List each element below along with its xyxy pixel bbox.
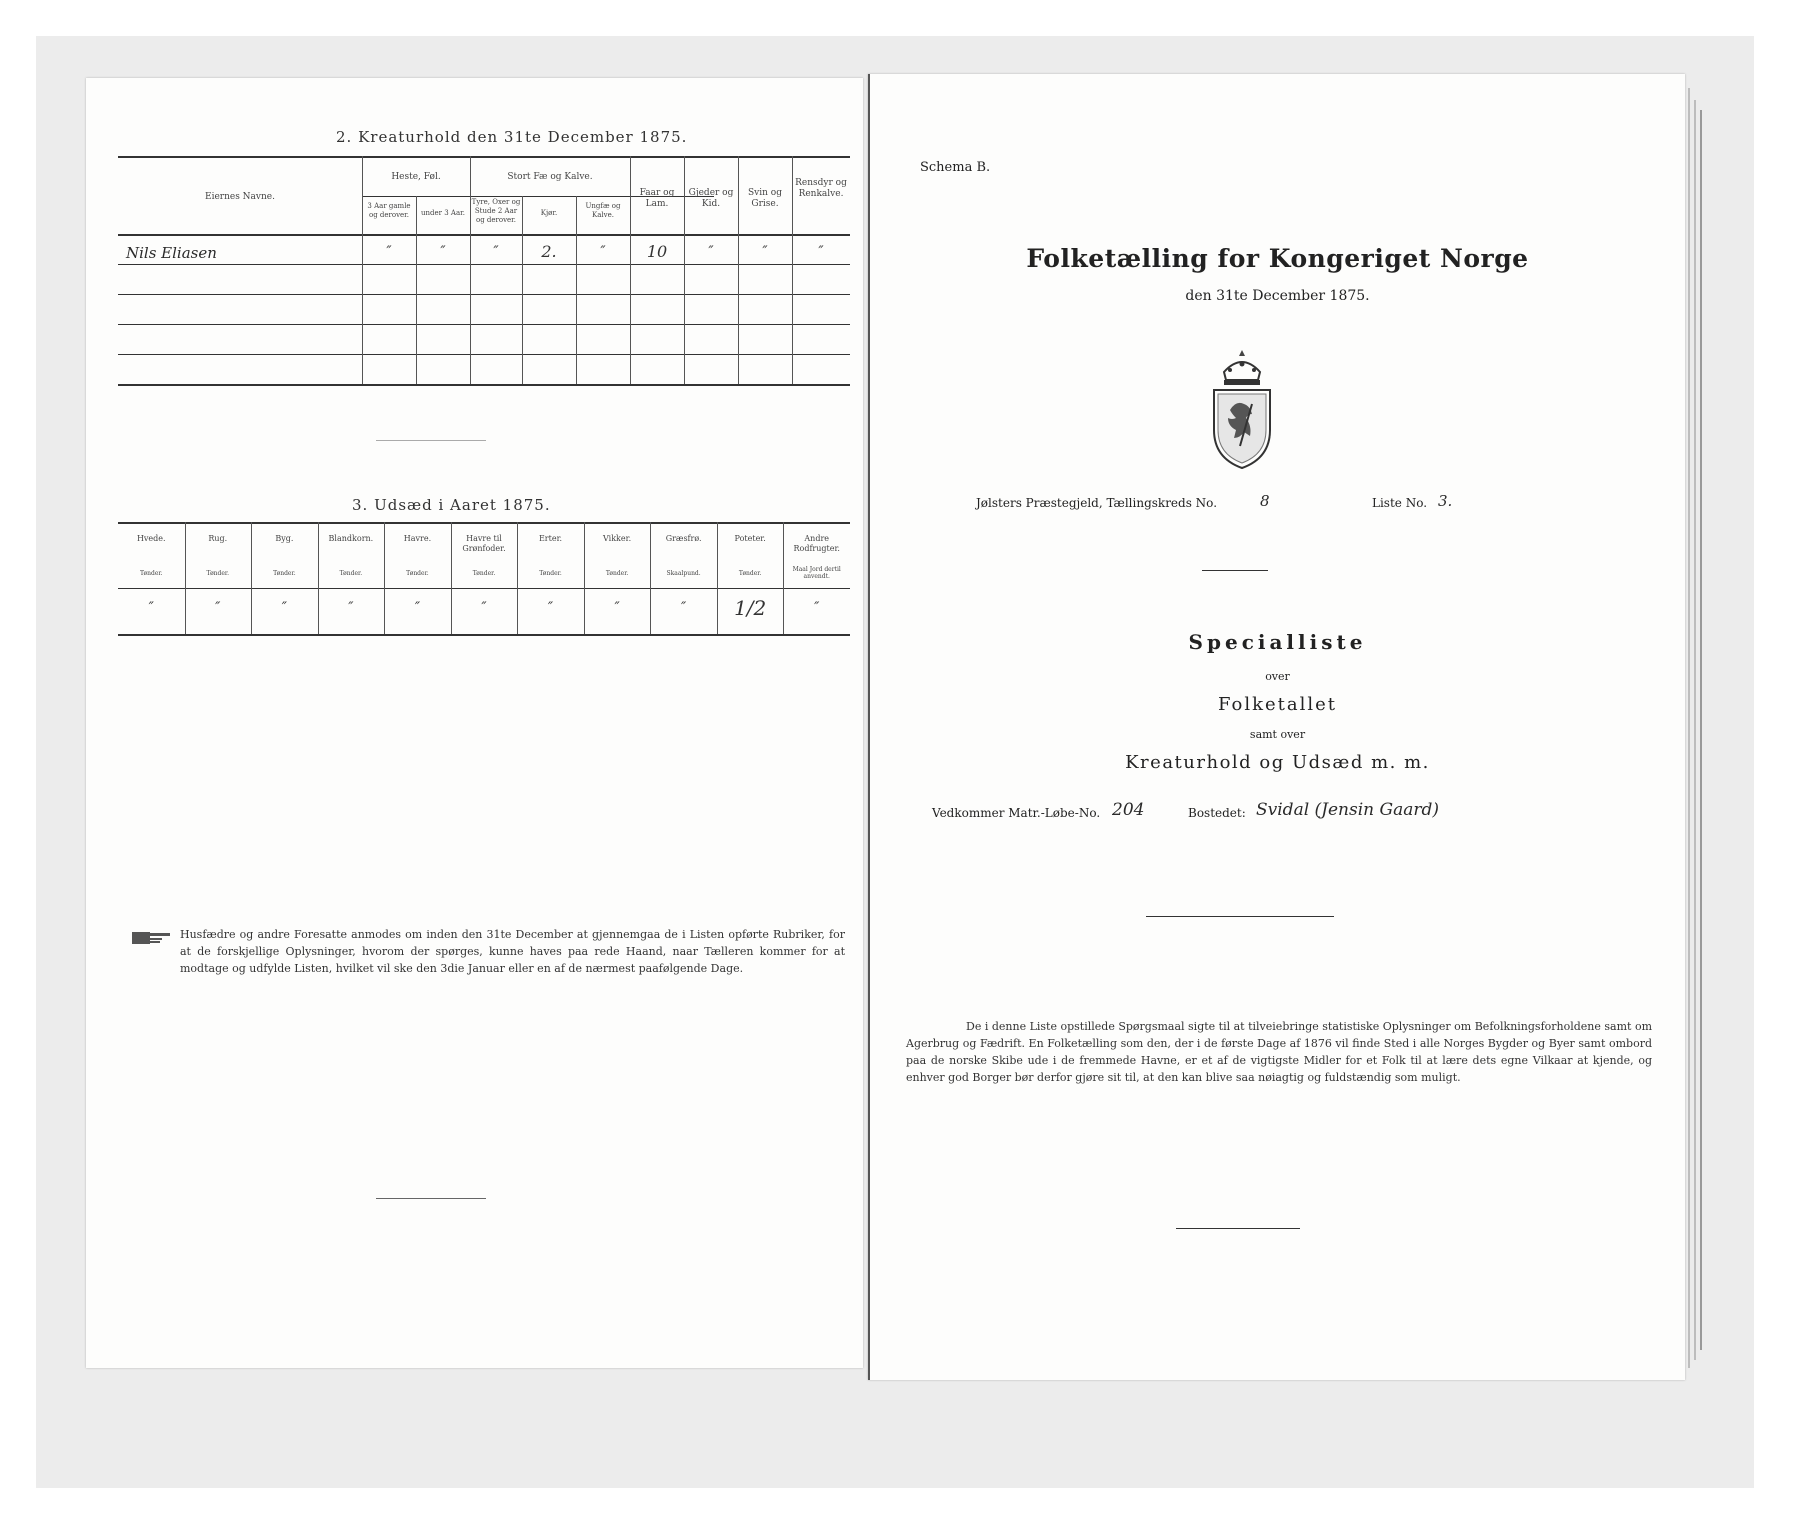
seed-unit: Tønder.	[406, 570, 429, 577]
separator	[376, 1198, 486, 1199]
header-cattle-sub2: Kjør.	[540, 209, 558, 217]
livestock-cell: ″	[440, 244, 446, 260]
seed-unit: Tønder.	[539, 570, 562, 577]
livestock-cell: ″	[818, 244, 824, 260]
schema-label: Schema B.	[920, 160, 991, 175]
header-horses-sub1: 3 Aar gamle og derover.	[367, 202, 411, 219]
pointing-hand-icon	[130, 928, 174, 946]
livestock-cell: ″	[493, 244, 499, 260]
table-rule	[118, 588, 850, 589]
seed-header: Havre til Grønfoder.	[462, 534, 506, 553]
table-rule	[118, 156, 850, 158]
seed-cell: 1/2	[734, 596, 767, 620]
instruction-note: Husfædre og andre Foresatte anmodes om inden den 31te December at gjennemgaa de i Listen opførte Rubriker, for at de forskjellige Oplysninger, hvorom der spørges, kunne haves paa rede Haand, naar Tælleren kommer for at modtage og udfylde Listen, hvilket vil ske den 3die Januar eller en af de nærmest paafølgende Dage.	[180, 928, 845, 975]
seed-cell: ″	[481, 600, 487, 616]
table-col	[522, 196, 523, 384]
seed-cell: ″	[814, 600, 820, 616]
table-rule	[118, 522, 850, 524]
bosted-label: Bostedet:	[1188, 806, 1246, 820]
purpose-note: De i denne Liste opstillede Spørgsmaal sigte til at tilveiebringe statistiske Oplysninger om Befolkningsforholdene samt om Agerbrug og Fædrift. En Folketælling som den, der i de første Dage af 1876 vil finde Sted i alle Norges Bygder og Byer samt ombord paa de norske Skibe ude i de fremmede Havne, er et af de vigtigste Midler for et Folk til at lære dets egne Vilkaar at kjende, og enhver god Borger bør derfor gjøre sit til, at den kan blive saa nøiagtig og fuldstændig som muligt.	[906, 1020, 1652, 1084]
seed-header: Andre Rodfrugter.	[793, 534, 840, 553]
list-number: 3.	[1438, 492, 1453, 510]
livestock-cell: ″	[762, 244, 768, 260]
seed-header: Byg.	[275, 534, 294, 543]
separator	[376, 440, 486, 441]
folketallet-heading: Folketallet	[1217, 694, 1338, 715]
seed-cell: ″	[281, 600, 287, 616]
livestock-cell: ″	[386, 244, 392, 260]
seed-header: Blandkorn.	[328, 534, 374, 543]
kreaturhold-heading: Kreaturhold og Udsæd m. m.	[1125, 752, 1430, 773]
bosted-value: Svidal (Jensin Gaard)	[1256, 800, 1440, 820]
seed-unit: Tønder.	[472, 570, 496, 577]
separator	[1146, 916, 1334, 917]
seed-title: 3. Udsæd i Aaret 1875.	[352, 496, 551, 514]
header-pigs: Svin og Grise.	[748, 188, 782, 209]
header-cattle: Stort Fæ og Kalve.	[507, 172, 593, 182]
matr-label: Vedkommer Matr.-Løbe-No.	[932, 806, 1101, 820]
seed-cell: ″	[148, 600, 154, 616]
seed-unit: Tønder.	[339, 570, 363, 577]
seed-unit: Tønder.	[273, 570, 296, 577]
seed-header: Græsfrø.	[665, 534, 702, 543]
seed-header: Hvede.	[136, 534, 166, 543]
table-col	[416, 196, 417, 384]
header-goats: Gjeder og Kid.	[688, 188, 734, 209]
left-page	[86, 78, 863, 1368]
specialliste-heading: Specialliste	[1188, 630, 1367, 654]
header-horses: Heste, Føl.	[391, 172, 441, 182]
seed-header: Erter.	[538, 534, 563, 543]
district-number: 8	[1260, 492, 1270, 510]
livestock-cell: ″	[600, 244, 606, 260]
seed-cell: ″	[414, 600, 421, 616]
seed-unit: Maal Jord dertil anvendt.	[792, 566, 841, 580]
seed-cell: ″	[547, 600, 554, 616]
seed-unit: Tønder.	[738, 570, 762, 577]
list-label: Liste No.	[1372, 496, 1428, 510]
matr-number: 204	[1112, 800, 1145, 820]
seed-cell: ″	[215, 600, 221, 616]
seed-unit: Tønder.	[206, 570, 230, 577]
right-page	[868, 74, 1685, 1380]
table-col	[576, 196, 577, 384]
over-text: over	[1265, 670, 1290, 683]
seed-cell: ″	[348, 600, 354, 616]
livestock-cell: 2.	[541, 242, 557, 261]
table-col	[362, 156, 363, 384]
table-col	[470, 156, 471, 384]
table-rule	[118, 384, 850, 386]
livestock-title: 2. Kreaturhold den 31te December 1875.	[336, 128, 688, 146]
livestock-cell: ″	[708, 244, 714, 260]
district-label: Jølsters Præstegjeld, Tællingskreds No.	[976, 496, 1218, 510]
page-edge	[1694, 100, 1696, 1360]
main-title: Folketælling for Kongeriget Norge	[1026, 244, 1529, 273]
seed-unit: Tønder.	[140, 570, 163, 577]
header-horses-sub2: under 3 Aar.	[421, 209, 465, 217]
seed-header: Havre.	[403, 534, 432, 543]
title-date: den 31te December 1875.	[1185, 288, 1370, 304]
seed-header: Vikker.	[603, 534, 632, 543]
page-edge	[1688, 88, 1690, 1368]
separator	[1176, 1228, 1300, 1229]
header-reindeer: Rensdyr og Renkalve.	[795, 178, 847, 199]
owner-name: Nils Eliasen	[126, 244, 217, 262]
table-rule	[118, 354, 850, 355]
seed-header: Rug.	[208, 534, 228, 543]
header-owner: Eiernes Navne.	[205, 192, 275, 202]
seed-header: Poteter.	[734, 534, 766, 543]
seed-cell: ″	[614, 600, 620, 616]
seed-unit: Tønder.	[605, 570, 629, 577]
separator	[1202, 570, 1268, 571]
table-rule	[118, 264, 850, 265]
header-cattle-sub3: Ungfæ og Kalve.	[585, 202, 621, 219]
samt-over-text: samt over	[1249, 728, 1306, 741]
norwegian-coat-of-arms	[1210, 346, 1274, 470]
header-sheep: Faar og Lam.	[639, 188, 675, 209]
table-rule	[118, 294, 850, 295]
header-cattle-sub1: Tyre, Oxer og Stude 2 Aar og derover.	[471, 198, 521, 224]
table-rule	[118, 634, 850, 636]
seed-unit: Skaalpund.	[666, 570, 701, 577]
table-rule	[118, 324, 850, 325]
livestock-cell: 10	[646, 242, 668, 261]
table-rule	[118, 234, 850, 236]
seed-cell: ″	[681, 600, 687, 616]
page-edge	[1700, 110, 1702, 1350]
